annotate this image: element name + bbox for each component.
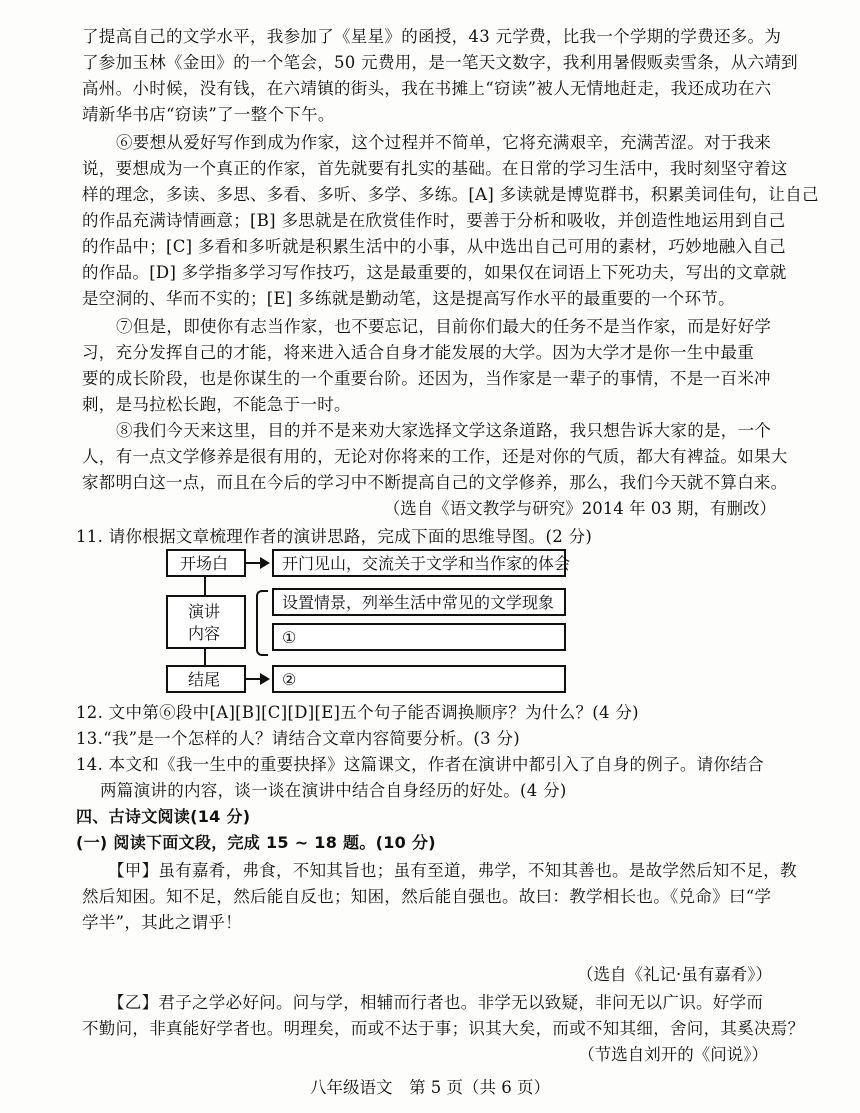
classical-text-jia: 然后知困。知不足，然后能自反也；知困，然后能自强也。故曰：教学相长也。《兑命》曰“学 [82,887,772,906]
mindmap-opening-box [166,549,246,577]
passage-line: 了参加玉林《金田》的一个笔会，50 元费用，是一笔天文数字，我利用暑假贩卖雪条，从六靖到 [82,53,798,72]
blank-marker: ① [282,628,297,647]
paragraph-7-line: 习，充分发挥自己的才能，将来进入适合自身才能发展的大学。因为大学才是你一生中最重 [82,343,754,362]
paragraph-6-line: ⑥要想从爱好写作到成为作家，这个过程并不简单，它将充满艰辛，充满苦涩。对于我来 [116,133,772,152]
yi-source: （节选自刘开的《问说》） [578,1045,768,1064]
answer-blank-1[interactable] [272,623,566,651]
paragraph-6-line: 的作品充满诗情画意；[B] 多思就是在欣赏佳作时，要善于分析和吸收，并创造性地运用到自己 [82,211,786,230]
classical-text-jia: 学半”，其此之谓乎！ [82,913,242,932]
mindmap-opening-text-box [272,549,571,577]
paragraph-6-line: 样的理念，多读、多思、多看、多听、多学、多练。[A] 多读就是博览群书，积累美词佳句，让自己 [82,185,819,204]
passage-line: 高州。小时候，没有钱，在六靖镇的街头，我在书摊上“窃读”被人无情地赶走，我还成功在六 [82,79,772,98]
arrow-icon [246,562,268,564]
paragraph-6-line: 的作品。[D] 多学指多学习写作技巧，这是最重要的，如果仅在词语上下死功夫，写出的文章就 [82,263,787,282]
paragraph-7-line: ⑦但是，即使你有志当作家，也不要忘记，目前你们最大的任务不是当作家，而是好好学 [116,317,772,336]
mindmap-opening-label: 开场白 [180,554,229,573]
paragraph-8-line: ⑧我们今天来这里，目的并不是来劝大家选择文学这条道路，我只想告诉大家的是，一个 [116,421,772,440]
mindmap-connector [204,649,206,665]
paragraph-8-line: 人，有一点文学修养是很有用的，无论对你将来的工作，还是对你的气质，都大有裨益。如果大 [82,447,788,466]
question-13: 13.“我”是一个怎样的人？请结合文章内容简要分析。(3 分) [76,729,521,748]
mindmap-content-label: 内容 [188,624,221,643]
classical-text-jia: 【甲】虽有嘉肴，弗食，不知其旨也；虽有至道，弗学，不知其善也。是故学然后知不足，教 [108,861,797,880]
classical-text-yi: 不勤问，非真能好学者也。明理矣，而或不达于事；识其大矣，而或不知其细，舍问，其奚决焉？ [82,1019,805,1038]
mindmap-content-item-box [272,588,566,616]
question-11: 11. 请你根据文章梳理作者的演讲思路，完成下面的思维导图。(2 分) [76,527,593,546]
paragraph-6-line: 说，要想成为一个真正的作家，首先就要有扎实的基础。在日常的学习生活中，我时刻坚守着这 [82,159,788,178]
subsection-heading: (一) 阅读下面文段，完成 15 ~ 18 题。(10 分) [76,833,436,852]
passage-line: 靖新华书店“窃读”了一整个下午。 [82,105,335,124]
mindmap-content-item: 设置情景，列举生活中常见的文学现象 [282,593,555,612]
jia-source: （选自《礼记·虽有嘉肴》） [577,965,772,984]
mindmap-connector [204,577,206,595]
arrow-icon [246,678,268,680]
blank-marker: ② [282,670,297,689]
question-14: 14. 本文和《我一生中的重要抉择》这篇课文，作者在演讲中都引入了自身的例子。请你结合 [76,755,764,774]
mindmap-content-box [166,595,246,649]
paragraph-6-line: 的作品中；[C] 多看和多听就是积累生活中的小事，从中选出自己可用的素材，巧妙地融入自己 [82,237,786,256]
mindmap-opening-text: 开门见山，交流关于文学和当作家的体会 [282,554,571,573]
question-12: 12. 文中第⑥段中[A][B][C][D][E]五个句子能否调换顺序？为什么？(4 分) [76,703,639,722]
mindmap-content-label: 演讲 [188,602,221,621]
brace-icon [256,590,268,656]
question-14: 两篇演讲的内容，谈一谈在演讲中结合自身经历的好处。(4 分) [100,781,567,800]
answer-blank-2[interactable] [272,665,566,693]
classical-text-yi: 【乙】君子之学必好问。问与学，相辅而行者也。非学无以致疑，非问无以广识。好学而 [108,993,764,1012]
passage-line: 了提高自己的文学水平，我参加了《星星》的函授，43 元学费，比我一个学期的学费还多。为 [82,27,782,46]
passage-source: （选自《语文教学与研究》2014 年 03 期，有删改） [383,499,776,518]
page-footer: 八年级语文 第 5 页（共 6 页） [310,1078,550,1097]
paragraph-7-line: 刺，是马拉松长跑，不能急于一时。 [82,395,351,414]
mindmap-ending-box [166,665,246,693]
mindmap-ending-label: 结尾 [188,670,221,689]
paragraph-8-line: 家都明白这一点，而且在今后的学习中不断提高自己的文学修养，那么，我们今天就不算白来。 [82,473,788,492]
section-heading: 四、古诗文阅读(14 分) [76,807,251,826]
paragraph-7-line: 要的成长阶段，也是你谋生的一个重要台阶。还因为，当作家是一辈子的事情，不是一百米冲 [82,369,771,388]
paragraph-6-line: 是空洞的、华而不实的；[E] 多练就是勤动笔，这是提高写作水平的最重要的一个环节。 [82,289,735,308]
